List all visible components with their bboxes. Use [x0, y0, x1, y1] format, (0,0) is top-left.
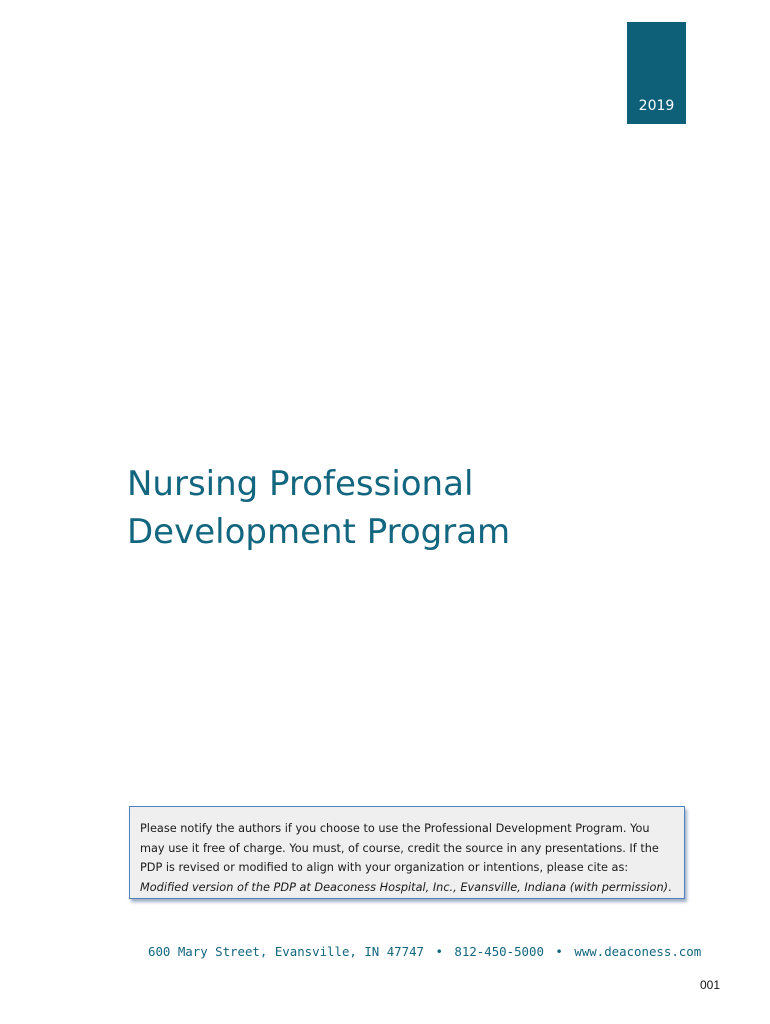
document-title	[127, 460, 687, 556]
year-label: 2019	[638, 98, 675, 114]
bullet-separator: •	[435, 944, 443, 959]
bullet-separator: •	[555, 944, 563, 959]
footer-address-line	[148, 944, 702, 959]
notice-end: .	[668, 880, 672, 894]
year-tab	[627, 22, 686, 124]
title-line-1: Nursing Professional	[127, 464, 474, 504]
permission-notice	[129, 806, 685, 899]
footer-phone: 812-450-5000	[454, 944, 544, 959]
footer-website[interactable]: www.deaconess.com	[574, 944, 702, 959]
notice-text: Please notify the authors if you choose to use the Professional Development Program. You may use it free of charge. You must, of course, credit the source in any presentations. If the PDP is revised or modified to align with your organization or intentions, please cite as:	[140, 822, 659, 874]
title-line-2: Development Program	[127, 512, 511, 552]
notice-citation: Modified version of the PDP at Deaconess Hospital, Inc., Evansville, Indiana (with permission)	[140, 880, 669, 894]
page-number: 001	[700, 978, 721, 992]
footer-address: 600 Mary Street, Evansville, IN 47747	[148, 944, 425, 959]
